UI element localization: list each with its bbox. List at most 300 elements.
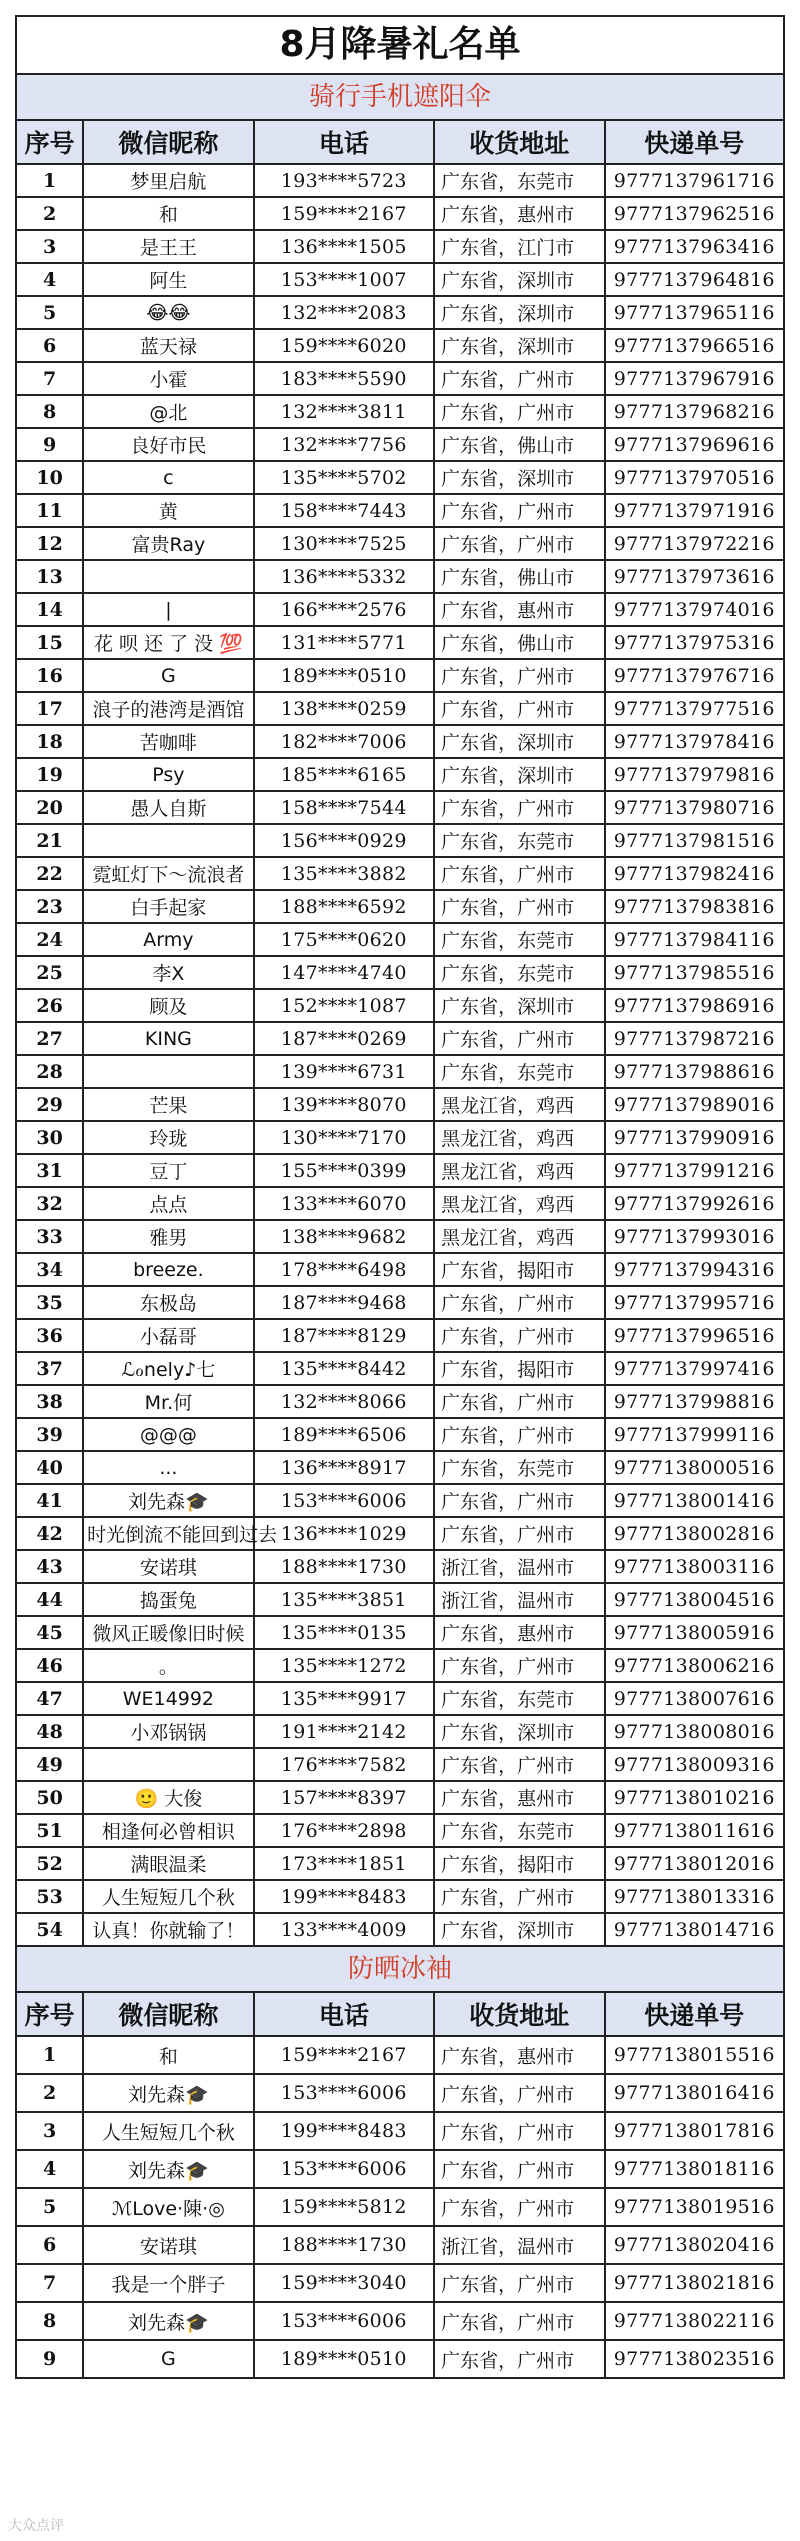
table-row <box>16 296 784 329</box>
table-row <box>16 362 784 395</box>
wechat-nickname-cell: 🙂 大俊 <box>83 1781 253 1814</box>
row-number-cell: 6 <box>16 329 83 362</box>
row-number-cell: 41 <box>16 1484 83 1517</box>
phone-cell: 139****8070 <box>254 1088 434 1121</box>
phone-cell: 158****7544 <box>254 791 434 824</box>
phone-cell: 157****8397 <box>254 1781 434 1814</box>
wechat-nickname-cell: 梦里启航 <box>83 164 253 197</box>
table-row <box>16 1220 784 1253</box>
tracking-number-cell: 9777138023516 <box>605 2340 784 2378</box>
tracking-number-cell: 9777137971916 <box>605 494 784 527</box>
row-number-cell: 7 <box>16 2264 83 2302</box>
wechat-nickname-cell: 和 <box>83 2036 253 2074</box>
row-number-cell: 11 <box>16 494 83 527</box>
row-number-cell: 4 <box>16 263 83 296</box>
phone-cell: 189****6506 <box>254 1418 434 1451</box>
column-header-wechat-nickname: 微信昵称 <box>83 1992 253 2036</box>
tracking-number-cell: 9777138015516 <box>605 2036 784 2074</box>
address-cell: 广东省，东莞市 <box>434 824 604 857</box>
row-number-cell: 3 <box>16 2112 83 2150</box>
address-cell: 广东省，东莞市 <box>434 1814 604 1847</box>
tracking-number-cell: 9777137999116 <box>605 1418 784 1451</box>
wechat-nickname-cell: 微风正暖像旧时候 <box>83 1616 253 1649</box>
wechat-nickname-cell: G <box>83 659 253 692</box>
address-cell: 广东省，东莞市 <box>434 956 604 989</box>
wechat-nickname-cell: 人生短短几个秋 <box>83 2112 253 2150</box>
address-cell: 广东省，惠州市 <box>434 593 604 626</box>
address-cell: 广东省，江门市 <box>434 230 604 263</box>
row-number-cell: 17 <box>16 692 83 725</box>
address-cell: 广东省，广州市 <box>434 659 604 692</box>
phone-cell: 159****5812 <box>254 2188 434 2226</box>
address-cell: 广东省，佛山市 <box>434 560 604 593</box>
tracking-number-cell: 9777138022116 <box>605 2302 784 2340</box>
wechat-nickname-cell: 小霍 <box>83 362 253 395</box>
address-cell: 广东省，东莞市 <box>434 923 604 956</box>
tracking-number-cell: 9777137996516 <box>605 1319 784 1352</box>
wechat-nickname-cell: ℳLove·陳·◎ <box>83 2188 253 2226</box>
wechat-nickname-cell: 😂😂 <box>83 296 253 329</box>
row-number-cell: 31 <box>16 1154 83 1187</box>
row-number-cell: 5 <box>16 296 83 329</box>
tracking-number-cell: 9777137978416 <box>605 725 784 758</box>
table-row <box>16 923 784 956</box>
phone-cell: 187****8129 <box>254 1319 434 1352</box>
winners-table <box>15 1991 785 2379</box>
address-cell: 广东省，广州市 <box>434 1748 604 1781</box>
phone-cell: 188****1730 <box>254 1550 434 1583</box>
address-cell: 广东省，广州市 <box>434 2150 604 2188</box>
address-cell: 广东省，广州市 <box>434 1649 604 1682</box>
phone-cell: 138****0259 <box>254 692 434 725</box>
tracking-number-cell: 9777138001416 <box>605 1484 784 1517</box>
tracking-number-cell: 9777137990916 <box>605 1121 784 1154</box>
wechat-nickname-cell: WE14992 <box>83 1682 253 1715</box>
table-row <box>16 989 784 1022</box>
row-number-cell: 7 <box>16 362 83 395</box>
phone-cell: 153****1007 <box>254 263 434 296</box>
watermark: 大众点评 <box>8 2518 64 2534</box>
phone-cell: 182****7006 <box>254 725 434 758</box>
table-row <box>16 1913 784 1946</box>
table-row <box>16 659 784 692</box>
table-row <box>16 2036 784 2074</box>
tracking-number-cell: 9777138003116 <box>605 1550 784 1583</box>
address-cell: 广东省，深圳市 <box>434 296 604 329</box>
table-row <box>16 527 784 560</box>
table-row <box>16 1748 784 1781</box>
wechat-nickname-cell: Psy <box>83 758 253 791</box>
row-number-cell: 14 <box>16 593 83 626</box>
phone-cell: 136****1505 <box>254 230 434 263</box>
row-number-cell: 32 <box>16 1187 83 1220</box>
wechat-nickname-cell: G <box>83 2340 253 2378</box>
address-cell: 黑龙江省，鸡西 <box>434 1088 604 1121</box>
table-row <box>16 1352 784 1385</box>
phone-cell: 191****2142 <box>254 1715 434 1748</box>
tracking-number-cell: 9777137994316 <box>605 1253 784 1286</box>
table-row <box>16 890 784 923</box>
row-number-cell: 54 <box>16 1913 83 1946</box>
tracking-number-cell: 9777137986916 <box>605 989 784 1022</box>
wechat-nickname-cell: 和 <box>83 197 253 230</box>
table-row <box>16 1187 784 1220</box>
phone-cell: 183****5590 <box>254 362 434 395</box>
row-number-cell: 52 <box>16 1847 83 1880</box>
tracking-number-cell: 9777137981516 <box>605 824 784 857</box>
address-cell: 广东省，揭阳市 <box>434 1847 604 1880</box>
tracking-number-cell: 9777138011616 <box>605 1814 784 1847</box>
column-header-phone: 电话 <box>254 1992 434 2036</box>
address-cell: 广东省，揭阳市 <box>434 1253 604 1286</box>
table-row <box>16 1451 784 1484</box>
phone-cell: 153****6006 <box>254 2150 434 2188</box>
phone-cell: 135****3882 <box>254 857 434 890</box>
wechat-nickname-cell <box>83 560 253 593</box>
tracking-number-cell: 9777138009316 <box>605 1748 784 1781</box>
column-header-row-number: 序号 <box>16 1992 83 2036</box>
tracking-number-cell: 9777137975316 <box>605 626 784 659</box>
wechat-nickname-cell: 我是一个胖子 <box>83 2264 253 2302</box>
phone-cell: 187****0269 <box>254 1022 434 1055</box>
phone-cell: 155****0399 <box>254 1154 434 1187</box>
phone-cell: 185****6165 <box>254 758 434 791</box>
address-cell: 黑龙江省，鸡西 <box>434 1154 604 1187</box>
address-cell: 广东省，深圳市 <box>434 461 604 494</box>
wechat-nickname-cell: 玲珑 <box>83 1121 253 1154</box>
column-header-tracking-number: 快递单号 <box>605 120 784 164</box>
phone-cell: 132****7756 <box>254 428 434 461</box>
wechat-nickname-cell: 富贵Ray <box>83 527 253 560</box>
tracking-number-cell: 9777138020416 <box>605 2226 784 2264</box>
phone-cell: 153****6006 <box>254 1484 434 1517</box>
tracking-number-cell: 9777138005916 <box>605 1616 784 1649</box>
row-number-cell: 8 <box>16 395 83 428</box>
row-number-cell: 53 <box>16 1880 83 1913</box>
table-row <box>16 1649 784 1682</box>
wechat-nickname-cell: 苦咖啡 <box>83 725 253 758</box>
phone-cell: 188****6592 <box>254 890 434 923</box>
phone-cell: 187****9468 <box>254 1286 434 1319</box>
tracking-number-cell: 9777137969616 <box>605 428 784 461</box>
address-cell: 广东省，广州市 <box>434 2074 604 2112</box>
address-cell: 广东省，广州市 <box>434 1319 604 1352</box>
tracking-number-cell: 9777138007616 <box>605 1682 784 1715</box>
row-number-cell: 42 <box>16 1517 83 1550</box>
row-number-cell: 10 <box>16 461 83 494</box>
wechat-nickname-cell: | <box>83 593 253 626</box>
row-number-cell: 44 <box>16 1583 83 1616</box>
wechat-nickname-cell <box>83 824 253 857</box>
address-cell: 广东省，广州市 <box>434 1484 604 1517</box>
tracking-number-cell: 9777138018116 <box>605 2150 784 2188</box>
wechat-nickname-cell: 刘先森🎓 <box>83 2150 253 2188</box>
row-number-cell: 28 <box>16 1055 83 1088</box>
row-number-cell: 19 <box>16 758 83 791</box>
row-number-cell: 15 <box>16 626 83 659</box>
table-row <box>16 1814 784 1847</box>
tracking-number-cell: 9777138008016 <box>605 1715 784 1748</box>
table-row <box>16 230 784 263</box>
row-number-cell: 21 <box>16 824 83 857</box>
table-row <box>16 2264 784 2302</box>
tracking-number-cell: 9777137961716 <box>605 164 784 197</box>
table-row <box>16 494 784 527</box>
row-number-cell: 45 <box>16 1616 83 1649</box>
table-row <box>16 692 784 725</box>
table-header-row <box>16 1992 784 2036</box>
phone-cell: 136****1029 <box>254 1517 434 1550</box>
column-header-address: 收货地址 <box>434 1992 604 2036</box>
address-cell: 广东省，东莞市 <box>434 164 604 197</box>
wechat-nickname-cell: 愚人自斯 <box>83 791 253 824</box>
phone-cell: 152****1087 <box>254 989 434 1022</box>
address-cell: 广东省，惠州市 <box>434 1781 604 1814</box>
tracking-number-cell: 9777137966516 <box>605 329 784 362</box>
tracking-number-cell: 9777137987216 <box>605 1022 784 1055</box>
table-row <box>16 263 784 296</box>
table-row <box>16 1550 784 1583</box>
table-row <box>16 956 784 989</box>
row-number-cell: 51 <box>16 1814 83 1847</box>
phone-cell: 135****9917 <box>254 1682 434 1715</box>
row-number-cell: 5 <box>16 2188 83 2226</box>
phone-cell: 166****2576 <box>254 593 434 626</box>
wechat-nickname-cell: KING <box>83 1022 253 1055</box>
address-cell: 广东省，东莞市 <box>434 1055 604 1088</box>
tracking-number-cell: 9777137967916 <box>605 362 784 395</box>
phone-cell: 156****0929 <box>254 824 434 857</box>
tracking-number-cell: 9777137974016 <box>605 593 784 626</box>
wechat-nickname-cell: 相逢何必曾相识 <box>83 1814 253 1847</box>
address-cell: 广东省，广州市 <box>434 527 604 560</box>
wechat-nickname-cell: Mr.何 <box>83 1385 253 1418</box>
address-cell: 广东省，广州市 <box>434 791 604 824</box>
phone-cell: 132****8066 <box>254 1385 434 1418</box>
tracking-number-cell: 9777138006216 <box>605 1649 784 1682</box>
wechat-nickname-cell: Army <box>83 923 253 956</box>
wechat-nickname-cell: 顾及 <box>83 989 253 1022</box>
wechat-nickname-cell: @北 <box>83 395 253 428</box>
table-row <box>16 1253 784 1286</box>
row-number-cell: 16 <box>16 659 83 692</box>
phone-cell: 136****5332 <box>254 560 434 593</box>
tracking-number-cell: 9777137962516 <box>605 197 784 230</box>
table-row <box>16 2340 784 2378</box>
tracking-number-cell: 9777138021816 <box>605 2264 784 2302</box>
wechat-nickname-cell: 良好市民 <box>83 428 253 461</box>
wechat-nickname-cell: 满眼温柔 <box>83 1847 253 1880</box>
wechat-nickname-cell: 点点 <box>83 1187 253 1220</box>
tracking-number-cell: 9777137972216 <box>605 527 784 560</box>
phone-cell: 132****3811 <box>254 395 434 428</box>
table-row <box>16 1715 784 1748</box>
phone-cell: 199****8483 <box>254 2112 434 2150</box>
row-number-cell: 1 <box>16 164 83 197</box>
phone-cell: 176****7582 <box>254 1748 434 1781</box>
tracking-number-cell: 9777137998816 <box>605 1385 784 1418</box>
phone-cell: 135****3851 <box>254 1583 434 1616</box>
row-number-cell: 29 <box>16 1088 83 1121</box>
table-row <box>16 725 784 758</box>
phone-cell: 135****1272 <box>254 1649 434 1682</box>
row-number-cell: 34 <box>16 1253 83 1286</box>
address-cell: 广东省，深圳市 <box>434 329 604 362</box>
address-cell: 广东省，佛山市 <box>434 428 604 461</box>
table-row <box>16 1022 784 1055</box>
table-row <box>16 626 784 659</box>
row-number-cell: 35 <box>16 1286 83 1319</box>
row-number-cell: 37 <box>16 1352 83 1385</box>
tracking-number-cell: 9777137979816 <box>605 758 784 791</box>
tracking-number-cell: 9777137982416 <box>605 857 784 890</box>
phone-cell: 159****3040 <box>254 2264 434 2302</box>
table-row <box>16 1847 784 1880</box>
address-cell: 广东省，广州市 <box>434 2302 604 2340</box>
address-cell: 广东省，深圳市 <box>434 1913 604 1946</box>
tracking-number-cell: 9777138004516 <box>605 1583 784 1616</box>
row-number-cell: 46 <box>16 1649 83 1682</box>
row-number-cell: 27 <box>16 1022 83 1055</box>
row-number-cell: 9 <box>16 2340 83 2378</box>
phone-cell: 158****7443 <box>254 494 434 527</box>
phone-cell: 138****9682 <box>254 1220 434 1253</box>
address-cell: 浙江省，温州市 <box>434 1583 604 1616</box>
table-row <box>16 1418 784 1451</box>
row-number-cell: 47 <box>16 1682 83 1715</box>
tracking-number-cell: 9777138019516 <box>605 2188 784 2226</box>
phone-cell: 193****5723 <box>254 164 434 197</box>
row-number-cell: 25 <box>16 956 83 989</box>
phone-cell: 153****6006 <box>254 2302 434 2340</box>
address-cell: 广东省，深圳市 <box>434 1715 604 1748</box>
wechat-nickname-cell: 安诺琪 <box>83 1550 253 1583</box>
address-cell: 浙江省，温州市 <box>434 1550 604 1583</box>
winners-table <box>15 119 785 1947</box>
column-header-address: 收货地址 <box>434 120 604 164</box>
wechat-nickname-cell: 小邓锅锅 <box>83 1715 253 1748</box>
address-cell: 广东省，广州市 <box>434 2340 604 2378</box>
table-row <box>16 1319 784 1352</box>
row-number-cell: 40 <box>16 1451 83 1484</box>
row-number-cell: 49 <box>16 1748 83 1781</box>
table-header-row <box>16 120 784 164</box>
address-cell: 广东省，深圳市 <box>434 758 604 791</box>
wechat-nickname-cell: ℒℴnely♪七 <box>83 1352 253 1385</box>
wechat-nickname-cell: 刘先森🎓 <box>83 2302 253 2340</box>
column-header-wechat-nickname: 微信昵称 <box>83 120 253 164</box>
row-number-cell: 6 <box>16 2226 83 2264</box>
wechat-nickname-cell: 芒果 <box>83 1088 253 1121</box>
column-header-row-number: 序号 <box>16 120 83 164</box>
table-row <box>16 461 784 494</box>
tracking-number-cell: 9777138017816 <box>605 2112 784 2150</box>
tracking-number-cell: 9777137983816 <box>605 890 784 923</box>
table-row <box>16 1484 784 1517</box>
wechat-nickname-cell: 安诺琪 <box>83 2226 253 2264</box>
row-number-cell: 50 <box>16 1781 83 1814</box>
address-cell: 广东省，广州市 <box>434 1286 604 1319</box>
tracking-number-cell: 9777137984116 <box>605 923 784 956</box>
address-cell: 广东省，深圳市 <box>434 989 604 1022</box>
phone-cell: 135****0135 <box>254 1616 434 1649</box>
row-number-cell: 24 <box>16 923 83 956</box>
tracking-number-cell: 9777137995716 <box>605 1286 784 1319</box>
wechat-nickname-cell: 人生短短几个秋 <box>83 1880 253 1913</box>
wechat-nickname-cell: 刘先森🎓 <box>83 1484 253 1517</box>
row-number-cell: 26 <box>16 989 83 1022</box>
wechat-nickname-cell: breeze. <box>83 1253 253 1286</box>
address-cell: 黑龙江省，鸡西 <box>434 1187 604 1220</box>
wechat-nickname-cell: 捣蛋兔 <box>83 1583 253 1616</box>
address-cell: 广东省，惠州市 <box>434 2036 604 2074</box>
section-title: 骑行手机遮阳伞 <box>15 75 785 119</box>
column-header-tracking-number: 快递单号 <box>605 1992 784 2036</box>
address-cell: 广东省，广州市 <box>434 395 604 428</box>
wechat-nickname-cell: 是王王 <box>83 230 253 263</box>
tracking-number-cell: 9777137989016 <box>605 1088 784 1121</box>
tracking-number-cell: 9777137973616 <box>605 560 784 593</box>
address-cell: 广东省，广州市 <box>434 692 604 725</box>
phone-cell: 135****5702 <box>254 461 434 494</box>
phone-cell: 159****6020 <box>254 329 434 362</box>
address-cell: 广东省，东莞市 <box>434 1451 604 1484</box>
row-number-cell: 4 <box>16 2150 83 2188</box>
table-row <box>16 329 784 362</box>
address-cell: 广东省，惠州市 <box>434 197 604 230</box>
tracking-number-cell: 9777137970516 <box>605 461 784 494</box>
tracking-number-cell: 9777137980716 <box>605 791 784 824</box>
table-row <box>16 164 784 197</box>
address-cell: 广东省，深圳市 <box>434 263 604 296</box>
tracking-number-cell: 9777137977516 <box>605 692 784 725</box>
phone-cell: 175****0620 <box>254 923 434 956</box>
address-cell: 广东省，广州市 <box>434 362 604 395</box>
row-number-cell: 9 <box>16 428 83 461</box>
address-cell: 广东省，广州市 <box>434 857 604 890</box>
wechat-nickname-cell: 蓝天禄 <box>83 329 253 362</box>
tracking-number-cell: 9777138010216 <box>605 1781 784 1814</box>
phone-cell: 189****0510 <box>254 659 434 692</box>
row-number-cell: 12 <box>16 527 83 560</box>
table-row <box>16 1616 784 1649</box>
section-title: 防晒冰袖 <box>15 1947 785 1991</box>
address-cell: 黑龙江省，鸡西 <box>434 1121 604 1154</box>
row-number-cell: 43 <box>16 1550 83 1583</box>
table-row <box>16 1880 784 1913</box>
phone-cell: 159****2167 <box>254 197 434 230</box>
tracking-number-cell: 9777137968216 <box>605 395 784 428</box>
row-number-cell: 13 <box>16 560 83 593</box>
wechat-nickname-cell: 黄 <box>83 494 253 527</box>
wechat-nickname-cell: 豆丁 <box>83 1154 253 1187</box>
table-row <box>16 2302 784 2340</box>
address-cell: 广东省，佛山市 <box>434 626 604 659</box>
table-row <box>16 1154 784 1187</box>
table-row <box>16 593 784 626</box>
table-row <box>16 197 784 230</box>
address-cell: 广东省，深圳市 <box>434 725 604 758</box>
wechat-nickname-cell <box>83 1055 253 1088</box>
table-row <box>16 758 784 791</box>
phone-cell: 135****8442 <box>254 1352 434 1385</box>
address-cell: 广东省，广州市 <box>434 2112 604 2150</box>
table-row <box>16 1682 784 1715</box>
table-row <box>16 1121 784 1154</box>
wechat-nickname-cell: 阿生 <box>83 263 253 296</box>
row-number-cell: 20 <box>16 791 83 824</box>
tracking-number-cell: 9777137993016 <box>605 1220 784 1253</box>
